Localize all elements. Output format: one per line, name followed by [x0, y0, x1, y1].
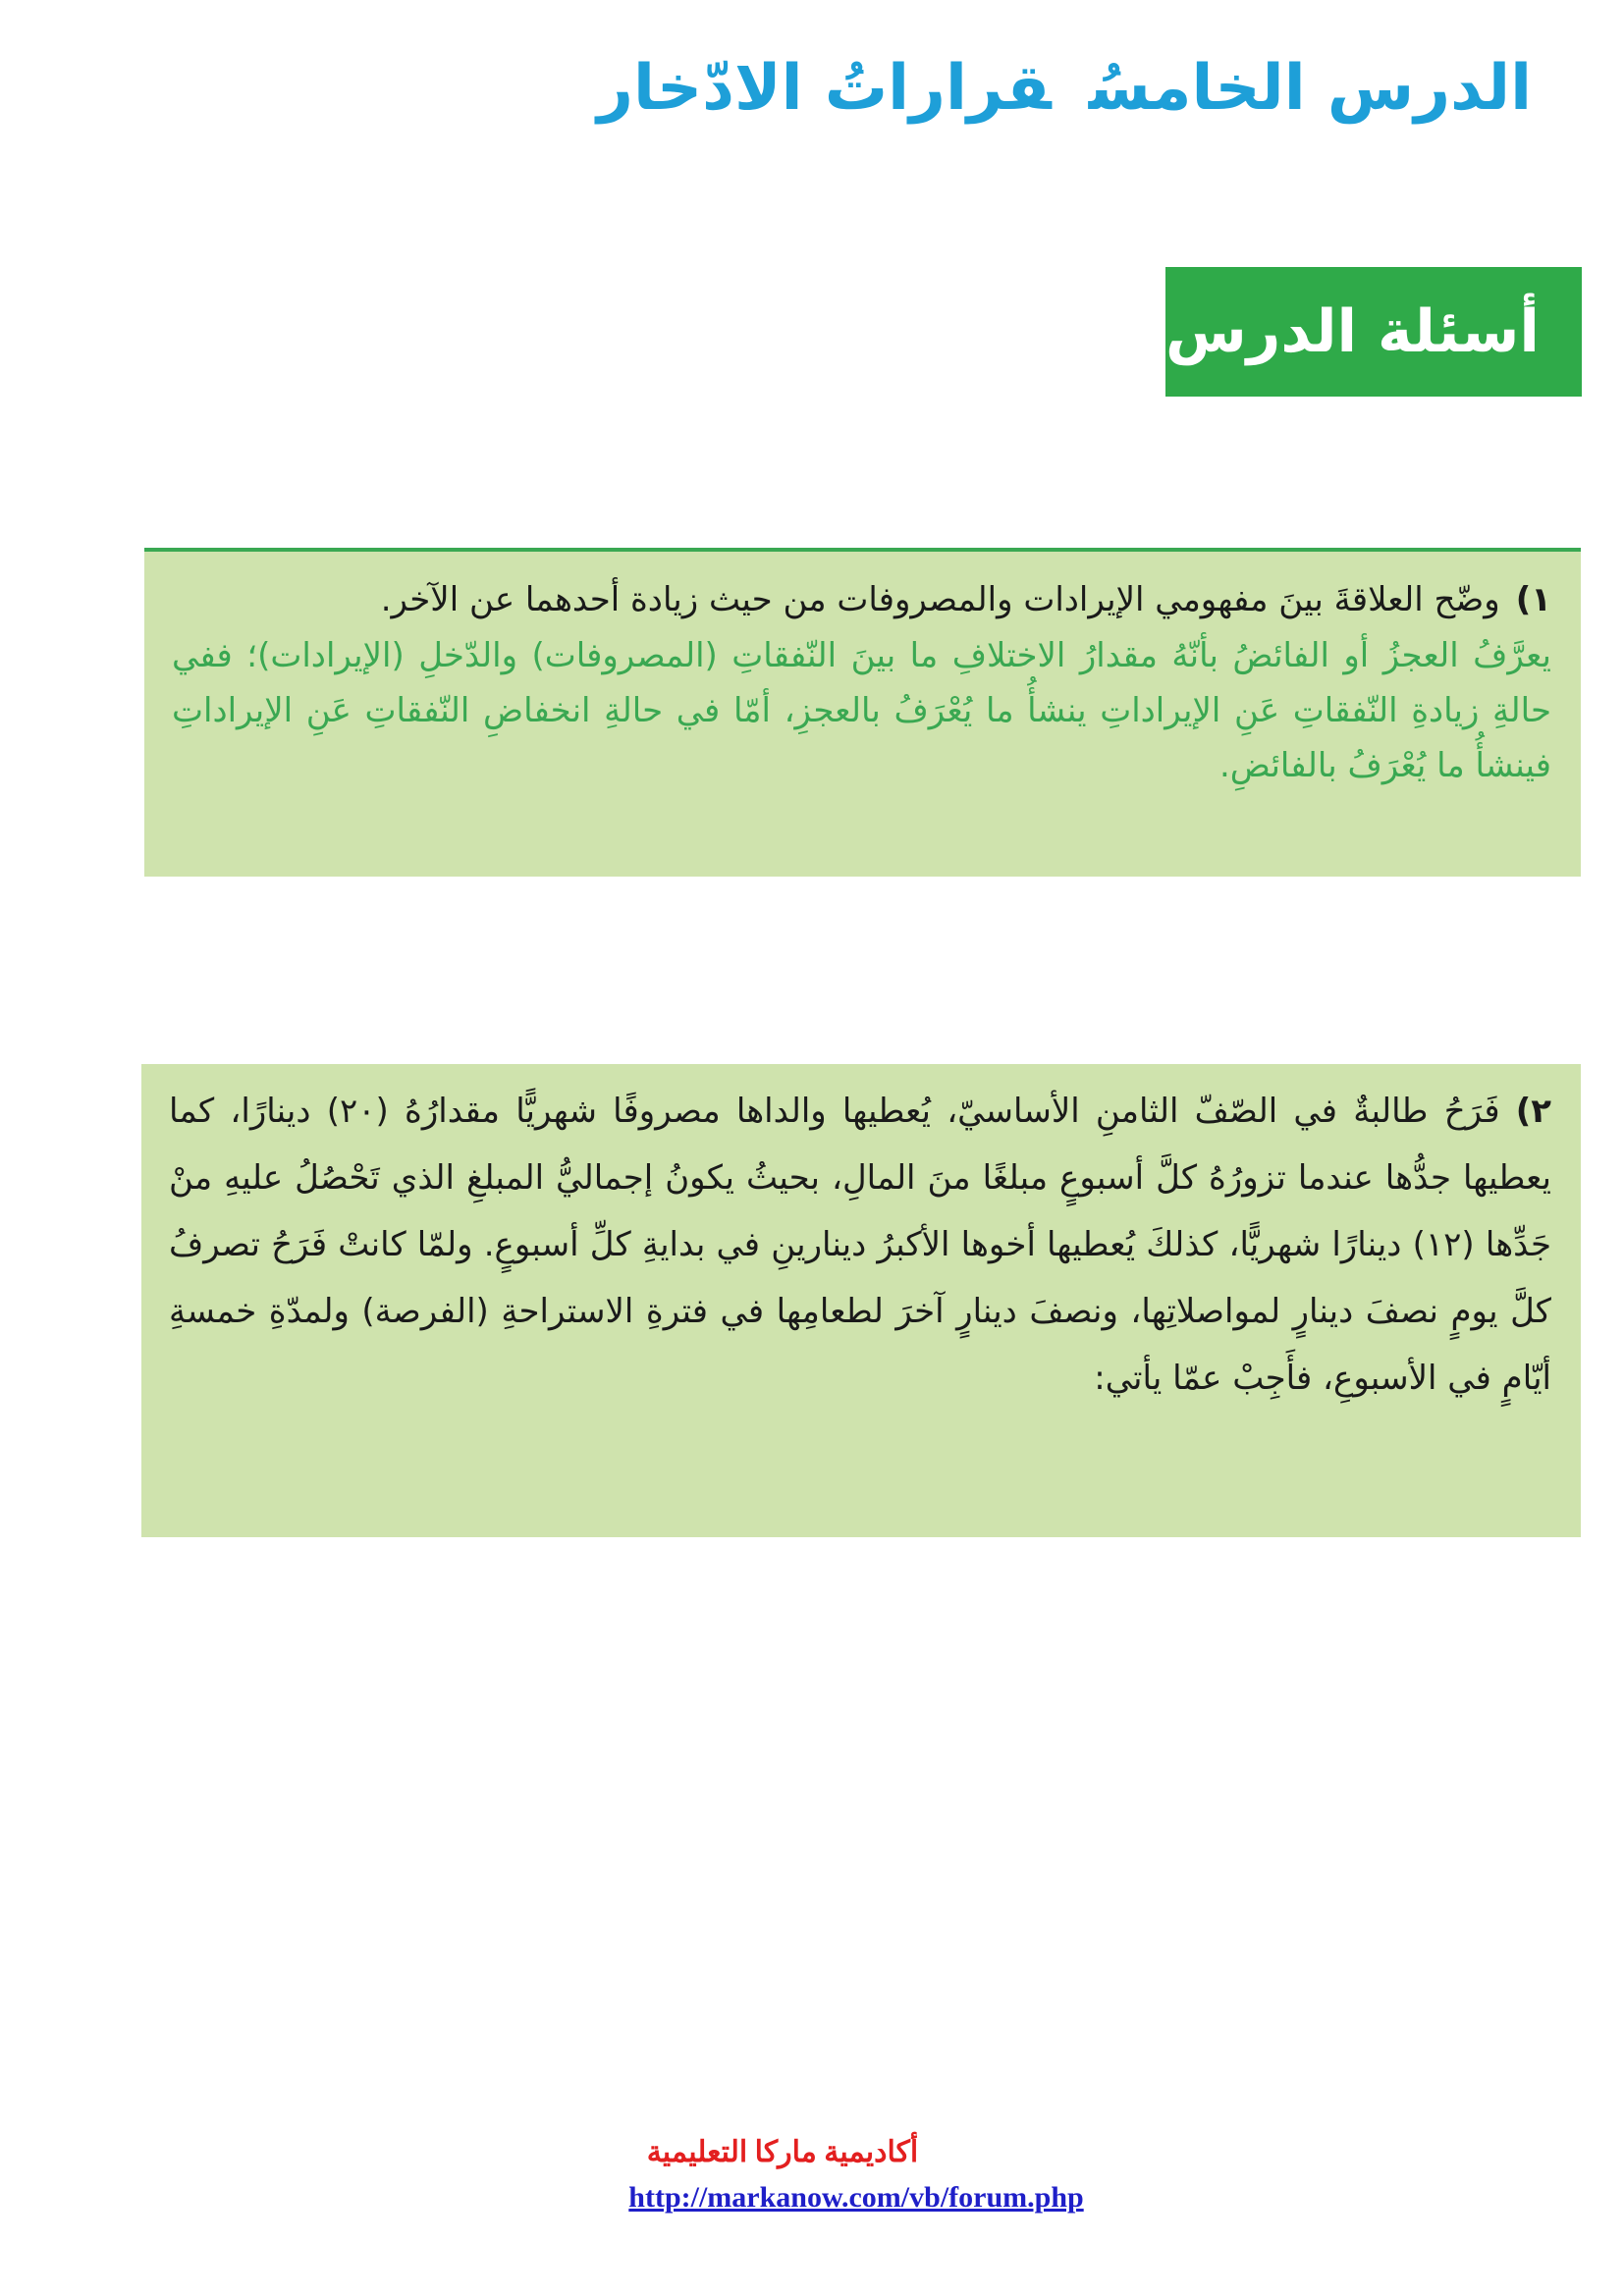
footer-link[interactable]: http://markanow.com/vb/forum.php: [628, 2181, 1084, 2214]
question-number: ٢): [1515, 1092, 1551, 1131]
question-text: وضّح العلاقةَ بينَ مفهومي الإيرادات والمصروفات من حيث زيادة أحدهما عن الآخر.: [380, 580, 1500, 619]
question-1: [172, 571, 1551, 628]
answer-1: يعرَّفُ العجزُ أو الفائضُ بأنّهُ مقدارُ الاختلافِ ما بينَ النّفقاتِ (المصروفات) والدّخلِ (الإيرادات)؛ ففي حالةِ زيادةِ النّفقاتِ عَنِ الإيراداتِ ينشأُ ما يُعْرَفُ بالعجزِ، أمّا في حالةِ انخفاضِ النّفقاتِ عَنِ الإيراداتِ فينشأُ ما يُعْرَفُ بالفائضِ.: [172, 636, 1551, 785]
question-number: ١): [1515, 580, 1551, 619]
question-box-2: [141, 1064, 1581, 1537]
page-title: [452, 51, 1532, 127]
lesson-title: قراراتُ الادّخار: [597, 52, 1052, 125]
section-banner: أسئلة الدرس: [1165, 267, 1582, 397]
question-2: [169, 1078, 1551, 1412]
lesson-label: الدرس الخامسُ: [1088, 52, 1532, 125]
question-text: فَرَحُ طالبةٌ في الصّفّ الثامنِ الأساسيّ، يُعطيها والداها مصروفًا شهريًّا مقدارُهُ (٢٠) دينارًا، كما يعطيها جدُّها عندما تزورُهُ كلَّ أسبوعٍ مبلغًا منَ المالِ، بحيثُ يكونُ إجماليُّ المبلغِ الذي تَحْصُلُ عليهِ منْ جَدِّها (١٢) دينارًا شهريًّا، كذلكَ يُعطيها أخوها الأكبرُ دينارينِ في بدايةِ كلِّ أسبوعٍ. ولمّا كانتْ فَرَحُ تصرفُ كلَّ يومٍ نصفَ دينارٍ لمواصلاتِها، ونصفَ دينارٍ آخرَ لطعامِها في فترةِ الاستراحةِ (الفرصة) ولمدّةِ خمسةِ أيّامٍ في الأسبوعِ، فأَجِبْ عمّا يأتي:: [169, 1092, 1551, 1398]
footer-academy-name: أكاديمية ماركا التعليمية: [646, 2136, 919, 2168]
question-box-1: [144, 548, 1581, 877]
